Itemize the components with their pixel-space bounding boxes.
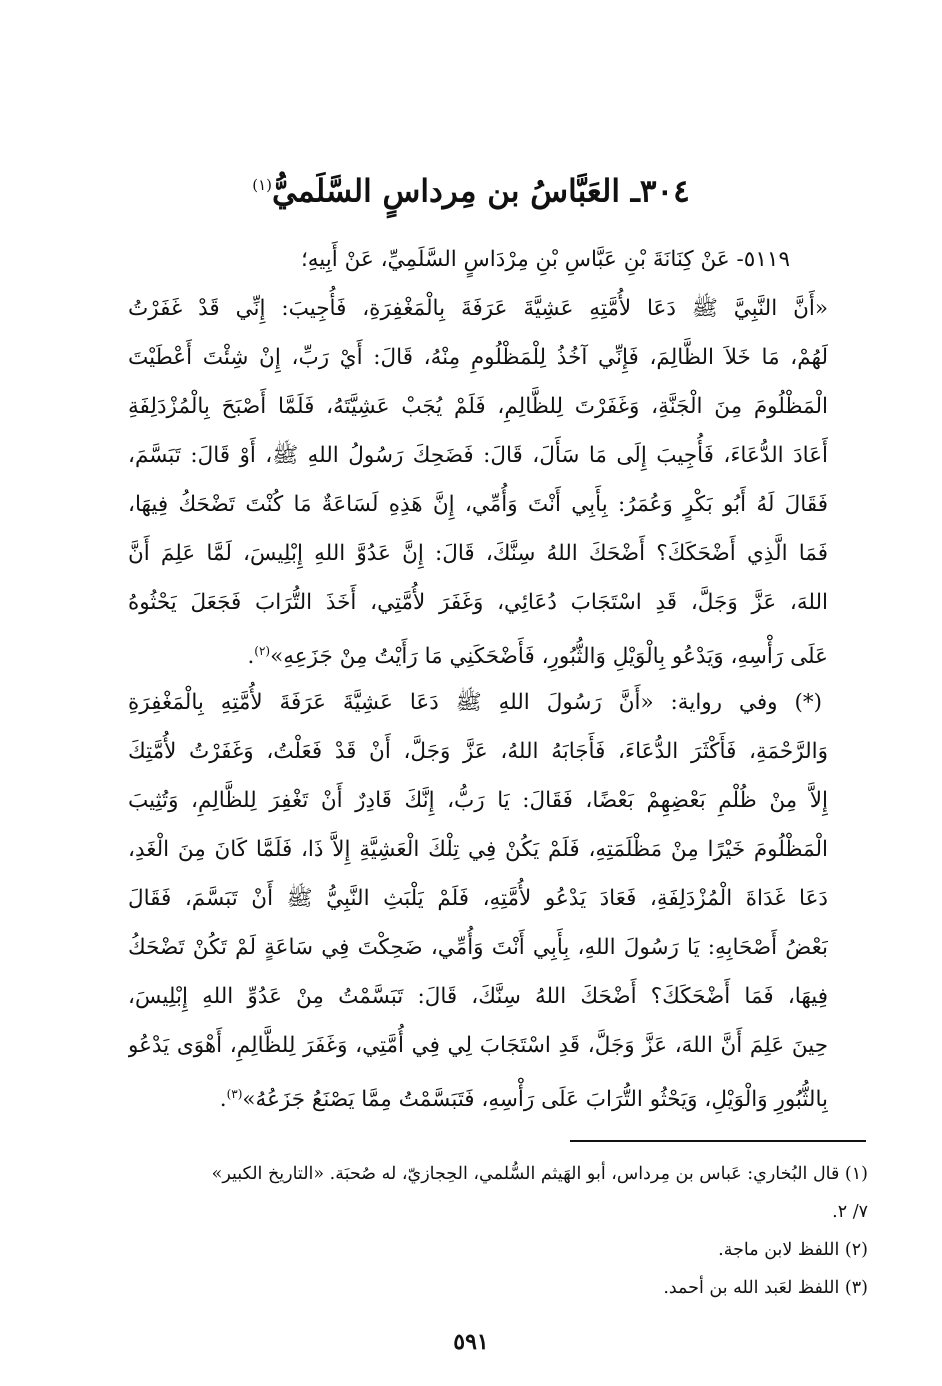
chapter-title xyxy=(120,160,822,216)
hadith-variant xyxy=(128,678,828,1119)
hadith-main-line: الْمَظْلُومَ مِنَ الْجَنَّةِ، وَغَفَرْتَ لِلظَّالِمِ، فَلَمْ يُجَبْ عَشِيَّتَهُ، فَلَمَّا أَصْبَحَ بِالْمُزْدَلِفَةِ xyxy=(128,394,828,419)
chapter-footnote-marker: (١) xyxy=(252,176,272,194)
hadith-main-line: فَمَا الَّذِي أَضْحَكَكَ؟ أَضْحَكَ اللهُ سِنَّكَ، قَالَ: إِنَّ عَدُوَّ اللهِ إِبْلِيسَ، لَمَّا عَلِمَ أَنَّ xyxy=(128,541,828,566)
hadith-variant-line: حِينَ عَلِمَ أَنَّ اللهَ، عَزَّ وَجَلَّ، قَدِ اسْتَجَابَ لِي فِي أُمَّتِي، وَغَفَرَ لِلظَّالِمِ، أَهْوَى يَدْعُو xyxy=(128,1033,828,1058)
hadith-main-line-text: عَلَى رَأْسِهِ، وَيَدْعُو بِالْوَيْلِ وَالثُّبُورِ، فَأَضْحَكَنِي مَا رَأَيْتُ مِنْ جَزَعِهِ» xyxy=(270,644,828,670)
page-number: ٥٩١ xyxy=(453,1329,489,1355)
footnote-1: (١) قال البُخاري: عَباس بن مِرداس، أبو الهَيثم السُّلمي، الحِجازيّ، له صُحبَة. «التاريخ الكبير» xyxy=(211,1164,868,1184)
hadith-main-line: لَهُمْ، مَا خَلاَ الظَّالِمَ، فَإِنِّي آخُذُ لِلْمَظْلُومِ مِنْهُ، قَالَ: أَيْ رَبِّ، إِنْ شِئْتَ أَعْطَيْتَ xyxy=(128,345,828,370)
footnote-3: (٣) اللفظ لعَبد الله بن أحمد. xyxy=(663,1278,868,1298)
end-punct: . xyxy=(247,644,255,670)
hadith-variant-last-line xyxy=(128,1070,828,1119)
footnote-marker-2: (٢) xyxy=(254,644,271,658)
hadith-main xyxy=(128,235,828,676)
hadith-main-line: اللهَ، عَزَّ وَجَلَّ، قَدِ اسْتَجَابَ دُعَائِي، وَغَفَرَ لأُمَّتِي، أَخَذَ التُّرَابَ فَجَعَلَ يَحْثُوهُ xyxy=(128,590,828,615)
hadith-main-line: ٥١١٩- عَنْ كِنَانَةَ بْنِ عَبَّاسِ بْنِ مِرْدَاسٍ السَّلَمِيِّ، عَنْ أَبِيهِ؛ xyxy=(300,247,790,272)
hadith-variant-line: فِيهَا، فَمَا أَضْحَكَكَ؟ أَضْحَكَ اللهُ سِنَّكَ، قَالَ: تَبَسَّمْتُ مِنْ عَدُوِّ اللهِ إِبْلِيسَ، xyxy=(128,984,828,1009)
footnote-divider xyxy=(570,1140,866,1142)
hadith-main-line: أَعَادَ الدُّعَاءَ، فَأُجِيبَ إِلَى مَا سَأَلَ، قَالَ: فَضَحِكَ رَسُولُ اللهِ ﷺ، أَوْ قَالَ: تَبَسَّمَ، xyxy=(128,443,828,468)
chapter-title-text: ٣٠٤ـ العَبَّاسُ بن مِرداسٍ السَّلَميُّ xyxy=(271,173,690,210)
footnotes xyxy=(120,1155,868,1307)
footnote-1-continuation: ٧/ ٢. xyxy=(832,1202,868,1222)
hadith-main-line: فَقَالَ لَهُ أَبُو بَكْرٍ وَعُمَرُ: بِأَبِي أَنْتَ وَأُمِّي، إِنَّ هَذِهِ لَسَاعَةٌ مَا كُنْتَ تَضْحَكُ فِيهَا، xyxy=(128,492,828,517)
hadith-variant-line: (*) وفي رواية: «أَنَّ رَسُولَ اللهِ ﷺ دَعَا عَشِيَّةَ عَرَفَةَ لأُمَّتِهِ بِالْمَغْفِرَةِ xyxy=(128,690,822,715)
hadith-variant-line: وَالرَّحْمَةِ، فَأَكْثَرَ الدُّعَاءَ، فَأَجَابَهُ اللهُ، عَزَّ وَجَلَّ، أَنْ قَدْ فَعَلْتُ، وَغَفَرْتُ لأُمَّتِكَ xyxy=(128,739,828,764)
hadith-variant-line: بَعْضُ أَصْحَابِهِ: يَا رَسُولَ اللهِ، بِأَبِي أَنْتَ وَأُمِّي، ضَحِكْتَ فِي سَاعَةٍ لَمْ تَكُنْ تَضْحَكُ xyxy=(128,935,828,960)
footnote-marker-3: (٣) xyxy=(226,1087,243,1101)
hadith-variant-line-text: بِالثُّبُورِ وَالْوَيْلِ، وَيَحْثُو التُّرَابَ عَلَى رَأْسِهِ، فَتَبَسَّمْتُ مِمَّا يَصْنَعُ جَزَعُهُ» xyxy=(242,1087,828,1113)
footnote-2: (٢) اللفظ لابن ماجة. xyxy=(718,1240,868,1260)
end-punct: . xyxy=(219,1087,227,1113)
hadith-variant-line: إِلاَّ مِنْ ظُلْمِ بَعْضِهِمْ بَعْضًا، فَقَالَ: يَا رَبُّ، إِنَّكَ قَادِرٌ أَنْ تَغْفِرَ لِلظَّالِمِ، وَتُثِيبَ xyxy=(128,788,828,813)
hadith-variant-line: دَعَا غَدَاةَ الْمُزْدَلِفَةِ، فَعَادَ يَدْعُو لأُمَّتِهِ، فَلَمْ يَلْبَثِ النَّبِيُّ ﷺ أَنْ تَبَسَّمَ، فَقَالَ xyxy=(128,886,828,911)
hadith-main-last-line xyxy=(128,627,828,676)
hadith-variant-line: الْمَظْلُومَ خَيْرًا مِنْ مَظْلَمَتِهِ، فَلَمْ يَكُنْ فِي تِلْكَ الْعَشِيَّةِ إِلاَّ ذَا، فَلَمَّا كَانَ مِنَ الْغَدِ، xyxy=(128,837,828,862)
hadith-main-line: «أَنَّ النَّبِيَّ ﷺ دَعَا لأُمَّتِهِ عَشِيَّةَ عَرَفَةَ بِالْمَغْفِرَةِ، فَأُجِيبَ: إِنِّي قَدْ غَفَرْتُ xyxy=(128,296,828,321)
